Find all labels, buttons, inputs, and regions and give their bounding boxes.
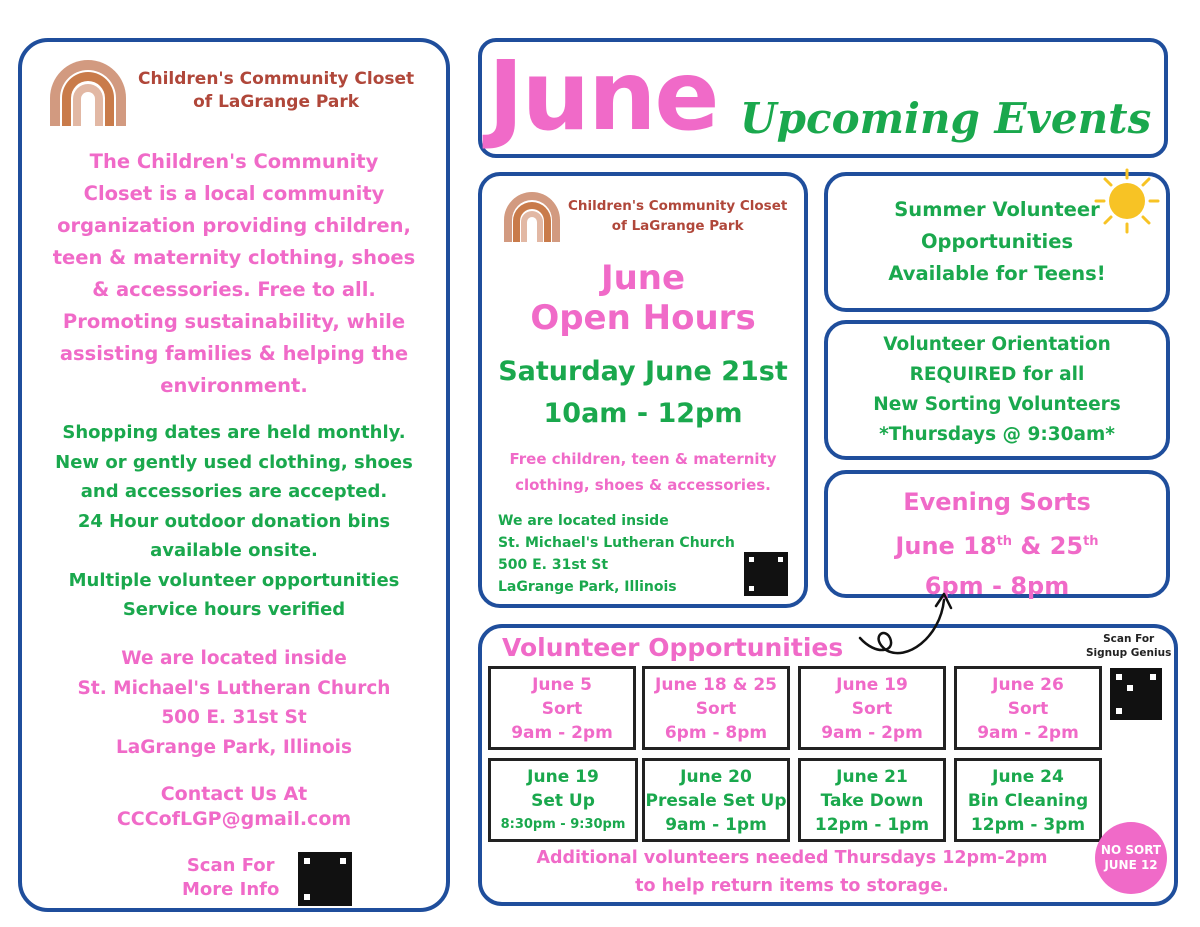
brand-logo	[48, 56, 414, 126]
info-text	[22, 418, 446, 625]
volunteer-panel	[478, 624, 1178, 906]
open-hours-title	[482, 258, 804, 338]
open-date: Saturday June 21st	[498, 356, 788, 387]
brand-name-line1: Children's Community Closet	[138, 69, 415, 89]
intro-line: organization providing children,	[57, 214, 411, 237]
ordinal-suffix: th	[1083, 534, 1099, 549]
open-description	[482, 446, 804, 498]
slot-task: Sort	[851, 699, 893, 719]
volunteer-slot[interactable]	[798, 666, 946, 750]
slot-task: Sort	[541, 699, 583, 719]
scan-line: Signup Genius	[1086, 647, 1172, 659]
upcoming-events-title: Upcoming Events	[740, 94, 1152, 143]
rainbow-logo-icon	[502, 190, 562, 242]
info-line: and accessories are accepted.	[80, 481, 388, 502]
orientation-text	[828, 330, 1166, 450]
slot-task: Set Up	[531, 791, 595, 811]
description-line: Free children, teen & maternity	[509, 450, 777, 468]
month-title: June	[488, 40, 718, 152]
location-text	[22, 644, 446, 762]
signup-qr-code-icon[interactable]	[1110, 668, 1162, 720]
slot-time: 9am - 2pm	[821, 723, 923, 743]
volunteer-slot[interactable]	[488, 666, 636, 750]
volunteer-slot[interactable]	[642, 758, 790, 842]
orientation-line: REQUIRED for all	[909, 364, 1085, 385]
evening-dates	[828, 522, 1166, 566]
slot-date: June 20	[680, 767, 752, 787]
contact-block	[22, 782, 446, 832]
teen-line: Opportunities	[920, 230, 1074, 253]
location-line: We are located inside	[121, 648, 347, 669]
brand-logo	[502, 190, 787, 242]
slot-time: 8:30pm - 9:30pm	[500, 817, 626, 832]
scan-line: Scan For	[1103, 633, 1155, 645]
ordinal-suffix: th	[996, 534, 1013, 549]
intro-line: Promoting sustainability, while	[62, 310, 406, 333]
brand-name-line2: of LaGrange Park	[611, 218, 744, 234]
description-line: clothing, shoes & accessories.	[515, 476, 771, 494]
location-line: LaGrange Park, Illinois	[498, 579, 677, 595]
scan-info-label	[182, 854, 279, 902]
open-hours-title-line1: June	[600, 258, 686, 298]
open-location	[498, 510, 735, 598]
slot-date: June 18 & 25	[655, 675, 777, 695]
header-banner	[478, 38, 1168, 158]
slot-task: Take Down	[820, 791, 924, 811]
location-line: St. Michael's Lutheran Church	[498, 535, 735, 551]
info-qr-code-icon[interactable]	[298, 852, 352, 906]
contact-email[interactable]: CCCofLGP@gmail.com	[116, 808, 352, 830]
slot-date: June 21	[836, 767, 908, 787]
brand-name-line2: of LaGrange Park	[193, 92, 360, 112]
scan-line: Scan For	[186, 855, 275, 876]
badge-line: JUNE 12	[1104, 858, 1158, 872]
location-line: St. Michael's Lutheran Church	[77, 677, 391, 699]
volunteer-footer	[482, 844, 1102, 900]
contact-label: Contact Us At	[160, 783, 308, 805]
evening-title: Evening Sorts	[903, 488, 1091, 516]
info-line: available onsite.	[150, 540, 318, 561]
info-line: 24 Hour outdoor donation bins	[77, 510, 391, 532]
sun-icon	[1092, 166, 1162, 236]
volunteer-slot[interactable]	[954, 758, 1102, 842]
signup-scan-label	[1086, 632, 1171, 660]
location-line: 500 E. 31st St	[498, 557, 609, 573]
open-time: 10am - 12pm	[543, 398, 743, 429]
slot-date: June 26	[992, 675, 1064, 695]
info-line: Multiple volunteer opportunities	[68, 569, 400, 591]
slot-time: 9am - 1pm	[665, 815, 767, 835]
evening-time: 6pm - 8pm	[924, 572, 1070, 600]
orientation-line: *Thursdays @ 9:30am*	[879, 424, 1115, 445]
teen-line: Summer Volunteer	[894, 198, 1100, 221]
slot-date: June 5	[532, 675, 592, 695]
slot-date: June 19	[527, 767, 599, 787]
teen-line: Available for Teens!	[888, 262, 1106, 285]
slot-time: 9am - 2pm	[977, 723, 1079, 743]
open-hours-panel	[478, 172, 808, 608]
intro-line: environment.	[160, 374, 308, 397]
brand-name-line1: Children's Community Closet	[568, 198, 788, 214]
orientation-line: Volunteer Orientation	[883, 334, 1111, 355]
info-line: Shopping dates are held monthly.	[62, 422, 406, 443]
rainbow-logo-icon	[48, 56, 128, 126]
intro-text	[22, 146, 446, 402]
evening-date-first: June 18	[895, 532, 997, 560]
slot-time: 9am - 2pm	[511, 723, 613, 743]
hours-qr-code-icon[interactable]	[744, 552, 788, 596]
volunteer-slot[interactable]	[488, 758, 638, 842]
curly-arrow-icon	[856, 586, 956, 662]
intro-line: & accessories. Free to all.	[92, 278, 376, 301]
location-line: We are located inside	[498, 513, 669, 529]
volunteer-slot[interactable]	[642, 666, 790, 750]
open-hours-title-line2: Open Hours	[530, 298, 756, 338]
location-line: 500 E. 31st St	[161, 707, 307, 728]
intro-line: Closet is a local community	[83, 182, 385, 205]
slot-time: 12pm - 1pm	[814, 815, 930, 835]
no-sort-badge	[1095, 822, 1167, 894]
about-panel	[18, 38, 450, 912]
slot-date: June 19	[836, 675, 908, 695]
info-line: New or gently used clothing, shoes	[55, 451, 413, 473]
footer-line: to help return items to storage.	[635, 876, 949, 896]
evening-sorts-box	[824, 470, 1170, 598]
evening-date-second: & 25	[1012, 532, 1084, 560]
orientation-box	[824, 320, 1170, 460]
badge-line: NO SORT	[1100, 843, 1162, 857]
slot-task: Sort	[1007, 699, 1049, 719]
slot-task: Bin Cleaning	[967, 791, 1089, 811]
scan-line: More Info	[182, 879, 280, 900]
orientation-line: New Sorting Volunteers	[873, 394, 1121, 415]
slot-task: Presale Set Up	[645, 791, 787, 811]
volunteer-title: Volunteer Opportunities	[502, 633, 844, 662]
info-line: Service hours verified	[122, 599, 346, 620]
footer-line: Additional volunteers needed Thursdays 12pm-2pm	[536, 848, 1048, 868]
volunteer-slot[interactable]	[798, 758, 946, 842]
volunteer-slot[interactable]	[954, 666, 1102, 750]
slot-date: June 24	[992, 767, 1064, 787]
intro-line: teen & maternity clothing, shoes	[52, 246, 416, 269]
slot-time: 12pm - 3pm	[970, 815, 1086, 835]
slot-time: 6pm - 8pm	[664, 723, 768, 743]
slot-task: Sort	[695, 699, 737, 719]
location-line: LaGrange Park, Illinois	[115, 736, 353, 758]
intro-line: The Children's Community	[89, 150, 379, 173]
intro-line: assisting families & helping the	[59, 342, 409, 365]
